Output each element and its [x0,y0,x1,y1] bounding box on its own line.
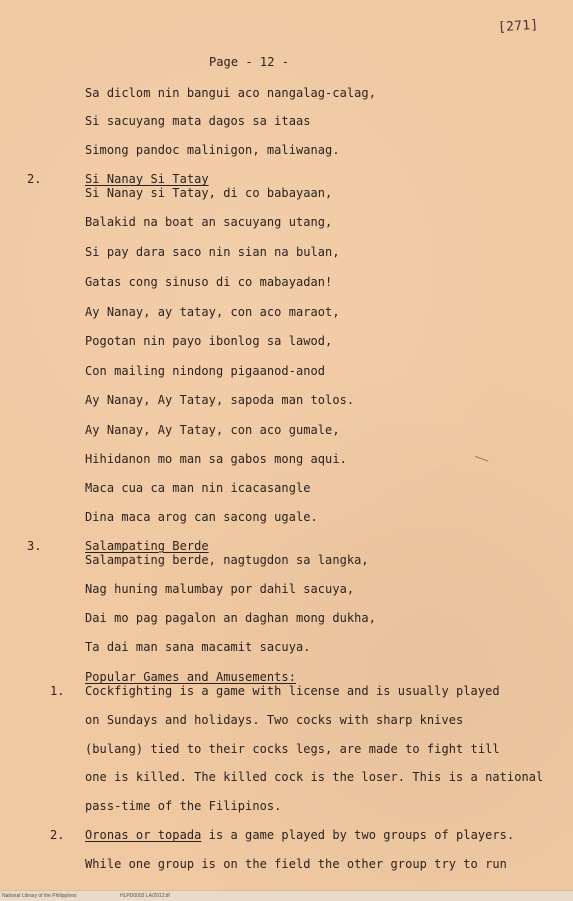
paragraph-line: pass-time of the Filipinos. [85,799,282,813]
poem-line: Ta dai man sana macamit sacuya. [85,640,311,654]
poem-line: Hihidanon mo man sa gabos mong aqui. [85,452,347,466]
list-number: 1. [50,684,65,698]
poem-line: Dai mo pag pagalon an daghan mong dukha, [85,611,376,625]
list-number: 2. [50,828,65,842]
poem-line: Ay Nanay, Ay Tatay, con aco gumale, [85,423,340,437]
section-number: 2. [27,172,42,186]
paragraph-line: (bulang) tied to their cocks legs, are made to fight till [85,742,500,756]
pen-mark [472,456,489,471]
section-number: 3. [27,539,42,553]
poem-line: Dina maca arog can sacong ugale. [85,510,318,524]
poem-line: Salampating berde, nagtugdon sa langka, [85,553,369,567]
paragraph-line: on Sundays and holidays. Two cocks with sharp knives [85,713,464,727]
poem-line: Si sacuyang mata dagos sa itaas [85,114,311,128]
archive-number: [271] [497,17,540,36]
poem-title: Si Nanay Si Tatay [85,172,209,186]
footer-library: National Library of the Philippines [2,893,77,899]
poem-line: Con mailing nindong pigaanod-anod [85,364,326,378]
footer-file: HLPD0003 LA/2012.tif [120,893,170,899]
page-label: Page - 12 - [209,55,290,69]
poem-line: Nag huning malumbay por dahil sacuya, [85,582,355,596]
paragraph-line: Cockfighting is a game with license and is usually played [85,684,500,698]
poem-line: Si pay dara saco nin sian na bulan, [85,245,340,259]
paragraph-line: While one group is on the field the other group try to run [85,857,507,871]
poem-line: Ay Nanay, ay tatay, con aco maraot, [85,305,340,319]
poem-line: Balakid na boat an sacuyang utang, [85,215,333,229]
poem-line: Simong pandoc malinigon, maliwanag. [85,143,340,157]
poem-line: Pogotan nin payo ibonlog sa lawod, [85,334,333,348]
section-heading: Popular Games and Amusements: [85,670,296,684]
game-term: Oronas or topada [85,828,202,842]
poem-line: Sa diclom nin bangui aco nangalag-calag, [85,86,376,100]
poem-line: Maca cua ca man nin icacasangle [85,481,311,495]
archive-footer [0,890,573,901]
game-description: is a game played by two groups of players. [201,828,515,842]
paragraph-line: one is killed. The killed cock is the loser. This is a national [85,770,544,784]
paragraph-line [85,828,514,842]
poem-line: Ay Nanay, Ay Tatay, sapoda man tolos. [85,393,355,407]
poem-title: Salampating Berde [85,539,209,553]
poem-line: Si Nanay si Tatay, di co babayaan, [85,186,333,200]
poem-line: Gatas cong sinuso di co mabayadan! [85,275,333,289]
